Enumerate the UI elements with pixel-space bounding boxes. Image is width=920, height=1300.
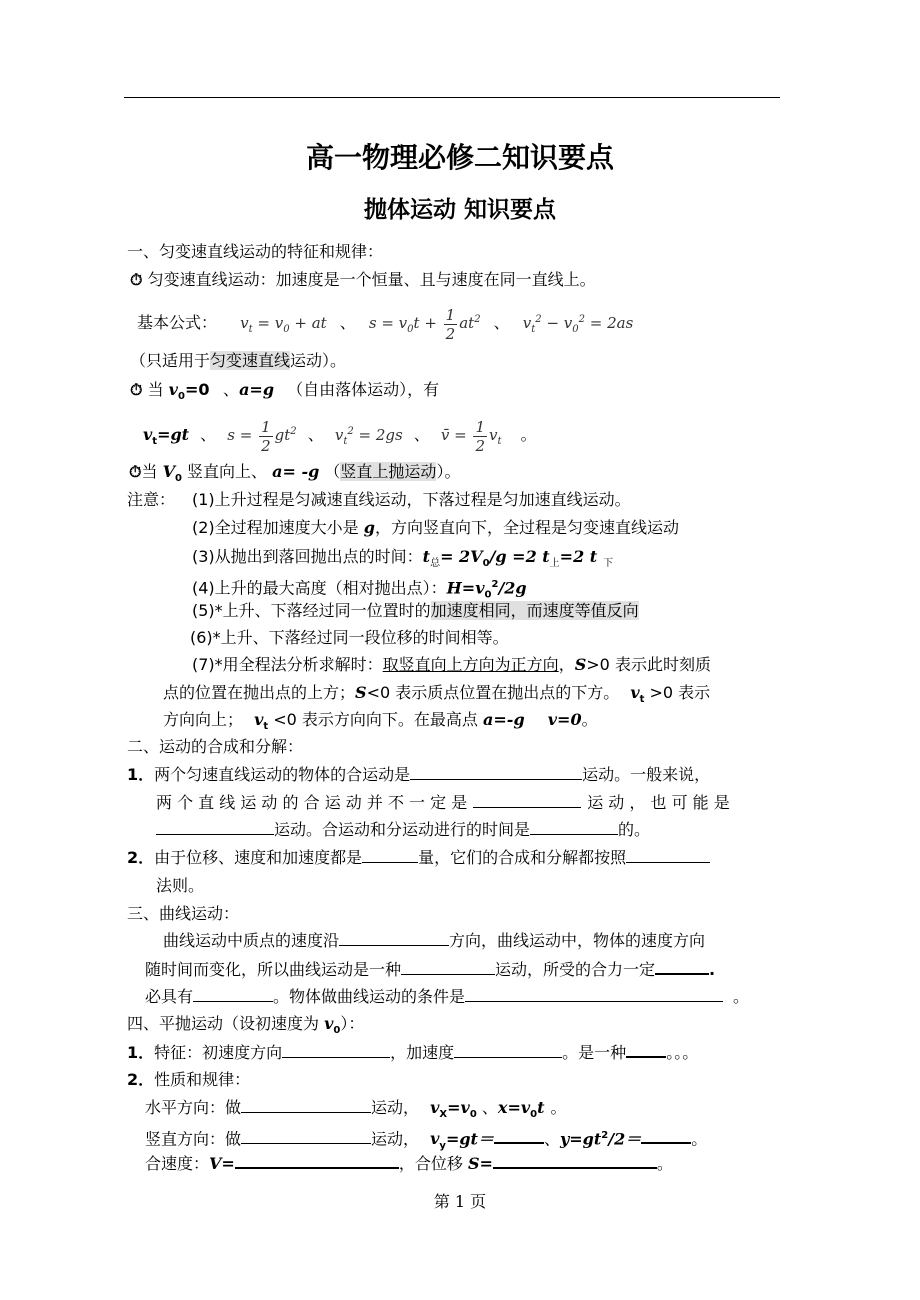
s4-combined: 合速度：V= ，合位移 S= 。: [145, 1151, 673, 1176]
s2-q1-line2: 两 个 直 线 运 动 的 合 运 动 并 不 一 定 是 运 动 ， 也 可 能 是: [156, 793, 730, 812]
fill-blank[interactable]: [362, 846, 418, 863]
s2-q2-line2: 法则。: [156, 876, 205, 895]
s1-p1: ⏱ 匀变速直线运动：加速度是一个恒量、且与速度在同一直线上。: [130, 270, 596, 289]
s3-heading: 三、曲线运动：: [127, 904, 240, 923]
fill-blank[interactable]: [401, 958, 495, 975]
fill-blank[interactable]: [454, 1041, 562, 1058]
s1-heading: 一、匀变速直线运动的特征和规律：: [127, 242, 384, 261]
clock-icon: ⏱: [129, 462, 142, 481]
note-1: (1)上升过程是匀减速直线运动，下落过程是匀加速直线运动。: [192, 490, 631, 509]
fill-blank[interactable]: [156, 818, 274, 835]
s2-q2: 2．由于位移、速度和加速度都是 量，它们的合成和分解都按照: [127, 846, 710, 870]
note-7-line2: 点的位置在抛出点的上方；S<0 表示质点位置在抛出点的下方。 $v_t >0$ 表示: [163, 683, 711, 706]
note-2: (2)全过程加速度大小是 g，方向竖直向下，全过程是匀变速直线运动: [192, 518, 679, 537]
fill-blank[interactable]: [193, 985, 273, 1002]
note-5: (5)*上升、下落经过同一位置时的加速度相同，而速度等值反向: [192, 601, 639, 620]
fill-blank[interactable]: [241, 1096, 371, 1113]
s1-p3: ⏱当 $V_0$ 竖直向上、 a= -g （竖直上抛运动）。: [129, 462, 461, 485]
note-4: (4)上升的最大高度（相对抛出点）：$H=v_0^2/2g$: [192, 578, 527, 601]
page-footer: 第 1 页: [433, 1192, 487, 1211]
fill-blank[interactable]: [641, 1126, 691, 1144]
s4-heading: 四、平抛运动（设初速度为 $v_0$）：: [127, 1014, 365, 1037]
fill-blank[interactable]: [282, 1041, 390, 1058]
fill-blank[interactable]: [494, 1126, 544, 1144]
s4-vertical: 竖直方向：做 运动， $v_y=gt=$ 、$y=gt^2/2=$ 。: [145, 1124, 707, 1159]
note-3: (3)从抛出到落回抛出点的时间：$t_总= 2V_0/g =2$ $t_上=2$ t $_下$: [192, 547, 614, 570]
fill-blank[interactable]: [339, 929, 449, 946]
fill-blank[interactable]: [530, 818, 618, 835]
note-6: (6)*上升、下落经过同一段位移的时间相等。: [190, 628, 509, 647]
note-7: (7)*用全程法分析求解时：取竖直向上方向为正方向，S>0 表示此时刻质: [192, 655, 711, 674]
clock-icon: ⏱: [130, 380, 143, 399]
s1-p2: ⏱ 当 $v_0=0$ 、a=g （自由落体运动），有: [130, 380, 440, 403]
s2-q1: 1．两个匀速直线运动的物体的合运动是 运动。一般来说，: [127, 765, 711, 784]
s4-q1: 1．特征：初速度方向 ，加速度 。是一种 。。。: [127, 1040, 698, 1065]
clock-icon: ⏱: [130, 270, 143, 289]
fill-blank[interactable]: [410, 763, 582, 780]
fill-blank[interactable]: [241, 1127, 371, 1144]
fill-blank[interactable]: [465, 985, 723, 1002]
s3-line3: 必具有 。物体做曲线运动的条件是 。: [145, 987, 750, 1006]
note-label: 注意：: [127, 490, 176, 509]
s4-q2: 2．性质和规律：: [127, 1070, 251, 1089]
s1-p2-formulas: $v_t=gt$ 、 s = $\frac{1}{2}$ $gt^2$ 、 $v_t^2 = 2gs$ 、 v̄ = $\frac{1}{2}$ $v_t$ 。: [143, 417, 537, 455]
formula-displacement: $s = v_0t$ + $\frac{1}{2}$ $at^2$: [368, 305, 481, 343]
note-7-line3: 方向向上； $v_t <0$ 表示方向向下。在最高点 a=-g v=0。: [163, 710, 598, 733]
fill-blank[interactable]: [493, 1151, 657, 1169]
s3-line1: 曲线运动中质点的速度沿 方向，曲线运动中，物体的速度方向: [163, 931, 706, 950]
s4-horizontal: 水平方向：做 运动， $v_X=v_0$ 、$x=v_0t$ 。: [145, 1098, 567, 1121]
header-rule: [124, 97, 780, 98]
fill-blank[interactable]: [626, 846, 710, 863]
s1-note: （只适用于匀变速直线运动）。: [130, 351, 347, 370]
s2-q1-line3: 运动。合运动和分运动进行的时间是 的。: [156, 818, 650, 842]
s2-heading: 二、运动的合成和分解：: [127, 737, 304, 756]
formula-velocity: $v_t = v_0$ + at: [240, 314, 327, 335]
section-subtitle: 抛体运动 知识要点: [363, 197, 556, 223]
formula-velocity-squared: $v_t^2 - v_0^2 = 2as$: [522, 314, 634, 335]
fill-blank[interactable]: [473, 791, 581, 808]
fill-blank[interactable]: [235, 1151, 399, 1169]
s3-line2: 随时间而变化，所以曲线运动是一种 运动，所受的合力一定 .: [145, 957, 715, 982]
fill-blank[interactable]: [655, 957, 709, 975]
page-title: 高一物理必修二知识要点: [305, 141, 614, 174]
s1-formulas: 基本公式： $v_t = v_0$ + at 、 $s = v_0t$ + $\frac{1}{2}$ $at^2$ 、 $v_t^2 - v_0^2 = 2as$: [137, 305, 634, 343]
fill-blank[interactable]: [626, 1040, 666, 1058]
